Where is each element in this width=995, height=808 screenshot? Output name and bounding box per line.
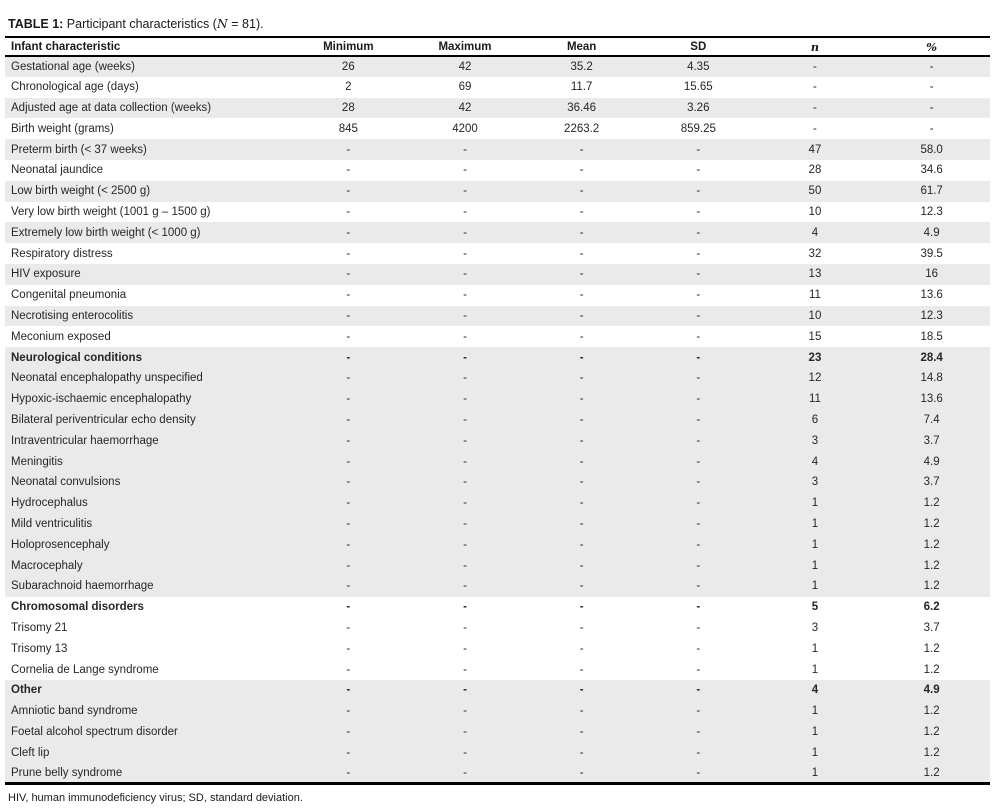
- table-row: [5, 264, 990, 285]
- mean-cell: -: [579, 517, 584, 530]
- minimum-cell: 2: [345, 81, 352, 94]
- sd-cell: -: [696, 226, 701, 239]
- n-cell: 3: [811, 621, 819, 634]
- n-cell: 6: [811, 413, 819, 426]
- mean-cell: -: [579, 705, 584, 718]
- n-cell: 3: [811, 434, 819, 447]
- sd-cell: -: [696, 143, 701, 156]
- percent-cell: 3.7: [923, 434, 940, 447]
- table-row: [5, 77, 990, 98]
- percent-cell: 4.9: [923, 226, 940, 239]
- minimum-cell: -: [346, 143, 351, 156]
- n-cell: 47: [808, 143, 822, 156]
- mean-cell: -: [579, 205, 584, 218]
- percent-cell: -: [929, 122, 934, 135]
- percent-cell: 12.3: [920, 205, 943, 218]
- table-title: [5, 17, 990, 31]
- table-row: [5, 597, 990, 618]
- percent-cell: 3.7: [923, 621, 940, 634]
- sd-cell: -: [696, 517, 701, 530]
- row-label-cell: Neonatal encephalopathy unspecified: [11, 372, 203, 385]
- table-footnote: HIV, human immunodeficiency virus; SD, standard deviation.: [8, 792, 303, 805]
- minimum-cell: -: [346, 517, 351, 530]
- minimum-cell: -: [346, 663, 351, 676]
- mean-cell: 36.46: [567, 101, 597, 114]
- row-label-cell: Adjusted age at data collection (weeks): [11, 101, 212, 114]
- percent-cell: 13.6: [920, 393, 943, 406]
- table-row: [5, 742, 990, 763]
- maximum-cell: -: [463, 289, 467, 302]
- mean-cell: -: [579, 268, 584, 281]
- maximum-cell: -: [463, 164, 467, 177]
- maximum-cell: -: [463, 663, 467, 676]
- sd-cell: -: [696, 205, 701, 218]
- table-row: [5, 534, 990, 555]
- mean-cell: 35.2: [570, 60, 593, 73]
- n-cell: 1: [811, 642, 819, 655]
- table-title-text: Participant characteristics (: [63, 17, 217, 31]
- maximum-cell: -: [463, 247, 467, 260]
- minimum-cell: -: [346, 247, 351, 260]
- n-cell: 3: [811, 476, 819, 489]
- minimum-cell: -: [346, 205, 351, 218]
- n-cell: 11: [808, 289, 821, 302]
- sd-cell: -: [696, 393, 701, 406]
- maximum-cell: 4200: [452, 122, 478, 135]
- minimum-cell: -: [346, 705, 351, 718]
- sd-cell: -: [696, 185, 701, 198]
- minimum-cell: -: [346, 434, 351, 447]
- row-label-cell: Mild ventriculitis: [11, 517, 93, 530]
- percent-cell: 61.7: [920, 185, 943, 198]
- sd-cell: -: [696, 330, 701, 343]
- minimum-cell: -: [346, 601, 351, 614]
- minimum-cell: -: [346, 497, 351, 510]
- sd-cell: -: [696, 746, 701, 759]
- sd-cell: -: [696, 621, 701, 634]
- percent-cell: 39.5: [920, 247, 943, 260]
- table-row: [5, 139, 990, 160]
- sd-cell: -: [696, 247, 701, 260]
- table-row: [5, 451, 990, 472]
- row-label-cell: Amniotic band syndrome: [11, 705, 138, 718]
- table-row: [5, 326, 990, 347]
- n-cell: 10: [808, 205, 822, 218]
- maximum-cell: -: [463, 621, 467, 634]
- minimum-cell: 28: [341, 101, 355, 114]
- n-cell: 1: [811, 538, 819, 551]
- mean-cell: -: [579, 580, 584, 593]
- maximum-cell: -: [463, 309, 467, 322]
- percent-cell: 4.9: [923, 455, 940, 468]
- n-cell: 12: [808, 372, 822, 385]
- sd-cell: -: [696, 559, 701, 572]
- minimum-cell: -: [346, 538, 351, 551]
- mean-cell: -: [579, 601, 584, 614]
- mean-cell: -: [579, 497, 584, 510]
- percent-cell: -: [929, 101, 934, 114]
- table-row: [5, 56, 990, 77]
- row-label-cell: Neonatal jaundice: [11, 164, 104, 177]
- sd-cell: -: [696, 642, 701, 655]
- n-cell: 1: [811, 746, 819, 759]
- mean-cell: -: [579, 143, 584, 156]
- sd-cell: -: [696, 372, 701, 385]
- row-label-cell: Other: [11, 684, 42, 697]
- sd-cell: -: [696, 580, 701, 593]
- n-cell: 1: [811, 580, 819, 593]
- percent-cell: 34.6: [920, 164, 943, 177]
- maximum-cell: 69: [458, 81, 472, 94]
- table-row: [5, 181, 990, 202]
- maximum-cell: -: [463, 580, 467, 593]
- maximum-cell: -: [463, 517, 467, 530]
- table-row: [5, 472, 990, 493]
- table-row: [5, 118, 990, 139]
- n-cell: 28: [808, 164, 822, 177]
- table-row: [5, 202, 990, 223]
- minimum-cell: -: [346, 268, 351, 281]
- n-cell: -: [813, 101, 817, 114]
- mean-cell: -: [579, 766, 584, 779]
- header-row: [5, 37, 990, 56]
- maximum-cell: -: [463, 351, 467, 364]
- row-label-cell: Very low birth weight (1001 g – 1500 g): [11, 205, 211, 218]
- table-row: [5, 389, 990, 410]
- mean-cell: -: [579, 621, 584, 634]
- n-cell: 1: [811, 766, 819, 779]
- n-cell: 13: [808, 268, 822, 281]
- percent-cell: 1.2: [923, 538, 940, 551]
- sd-cell: 3.26: [687, 101, 710, 114]
- row-label-cell: Congenital pneumonia: [11, 289, 127, 302]
- sd-cell: -: [696, 601, 701, 614]
- maximum-cell: -: [463, 226, 467, 239]
- mean-cell: -: [579, 351, 584, 364]
- maximum-cell: -: [463, 372, 467, 385]
- maximum-cell: -: [463, 746, 467, 759]
- row-label-cell: Prune belly syndrome: [11, 766, 123, 779]
- n-cell: -: [813, 122, 817, 135]
- mean-cell: -: [579, 289, 584, 302]
- percent-cell: 1.2: [923, 517, 940, 530]
- maximum-cell: -: [463, 393, 467, 406]
- table-row: [5, 430, 990, 451]
- sd-cell: 15.65: [683, 81, 713, 94]
- row-label-cell: Chronological age (days): [11, 81, 139, 94]
- percent-cell: 1.2: [923, 559, 940, 572]
- row-label-cell: Chromosomal disorders: [11, 601, 144, 614]
- sd-cell: -: [696, 289, 701, 302]
- col-header-minimum: Minimum: [323, 40, 374, 53]
- row-label-cell: Hydrocephalus: [11, 497, 88, 510]
- mean-cell: -: [579, 413, 584, 426]
- percent-cell: 1.2: [923, 580, 940, 593]
- maximum-cell: -: [463, 413, 467, 426]
- n-cell: 32: [808, 247, 822, 260]
- mean-cell: -: [579, 455, 584, 468]
- minimum-cell: -: [346, 413, 351, 426]
- percent-cell: 1.2: [923, 497, 940, 510]
- n-cell: 5: [811, 601, 819, 614]
- row-label-cell: Bilateral periventricular echo density: [11, 413, 196, 426]
- sd-cell: -: [696, 455, 701, 468]
- table-row: [5, 160, 990, 181]
- percent-cell: 6.2: [923, 601, 940, 614]
- minimum-cell: -: [346, 164, 351, 177]
- maximum-cell: -: [463, 705, 467, 718]
- maximum-cell: 42: [458, 101, 472, 114]
- table-row: [5, 680, 990, 701]
- minimum-cell: -: [346, 393, 351, 406]
- n-cell: 1: [811, 663, 819, 676]
- percent-cell: 1.2: [923, 705, 940, 718]
- sd-cell: 4.35: [687, 60, 710, 73]
- table-title-tail: = 81).: [227, 17, 264, 31]
- percent-cell: 18.5: [920, 330, 943, 343]
- minimum-cell: -: [346, 455, 351, 468]
- sd-cell: -: [696, 538, 701, 551]
- mean-cell: -: [579, 330, 584, 343]
- n-cell: 4: [811, 684, 819, 697]
- percent-cell: 12.3: [920, 309, 943, 322]
- maximum-cell: -: [463, 559, 467, 572]
- table-body: [5, 56, 990, 784]
- n-cell: 4: [811, 226, 819, 239]
- maximum-cell: -: [463, 205, 467, 218]
- minimum-cell: -: [346, 642, 351, 655]
- n-cell: 1: [811, 559, 819, 572]
- table-row: [5, 763, 990, 784]
- sd-cell: -: [696, 351, 701, 364]
- table-row: [5, 243, 990, 264]
- percent-cell: 1.2: [923, 746, 940, 759]
- n-cell: 1: [811, 517, 819, 530]
- percent-cell: 28.4: [920, 351, 943, 364]
- table-row: [5, 659, 990, 680]
- row-label-cell: Low birth weight (< 2500 g): [11, 185, 151, 198]
- percent-cell: 1.2: [923, 642, 940, 655]
- percent-cell: -: [929, 60, 934, 73]
- row-label-cell: Intraventricular haemorrhage: [11, 434, 159, 447]
- mean-cell: -: [579, 247, 584, 260]
- row-label-cell: Cleft lip: [11, 746, 50, 759]
- sd-cell: -: [696, 705, 701, 718]
- n-cell: -: [813, 60, 817, 73]
- mean-cell: -: [579, 559, 584, 572]
- maximum-cell: 42: [458, 60, 472, 73]
- mean-cell: -: [579, 725, 584, 738]
- row-label-cell: Trisomy 21: [11, 621, 68, 634]
- row-label-cell: Subarachnoid haemorrhage: [11, 580, 154, 593]
- row-label-cell: Meconium exposed: [11, 330, 111, 343]
- maximum-cell: -: [463, 601, 467, 614]
- percent-cell: 4.9: [923, 684, 940, 697]
- percent-cell: 1.2: [923, 663, 940, 676]
- row-label-cell: Birth weight (grams): [11, 122, 114, 135]
- minimum-cell: 26: [341, 60, 355, 73]
- row-label-cell: Meningitis: [11, 455, 63, 468]
- sd-cell: -: [696, 497, 701, 510]
- mean-cell: -: [579, 309, 584, 322]
- table-row: [5, 722, 990, 743]
- maximum-cell: -: [463, 455, 467, 468]
- n-cell: 1: [811, 497, 819, 510]
- maximum-cell: -: [463, 143, 467, 156]
- minimum-cell: -: [346, 372, 351, 385]
- percent-cell: 7.4: [923, 413, 940, 426]
- col-header-mean: Mean: [566, 40, 597, 53]
- n-cell: 4: [811, 455, 819, 468]
- minimum-cell: -: [346, 746, 351, 759]
- row-label-cell: HIV exposure: [11, 268, 81, 281]
- row-label-cell: Cornelia de Lange syndrome: [11, 663, 159, 676]
- sd-cell: -: [696, 684, 701, 697]
- table-row: [5, 514, 990, 535]
- row-label-cell: Macrocephaly: [11, 559, 83, 572]
- mean-cell: -: [579, 164, 584, 177]
- sd-cell: -: [696, 268, 701, 281]
- mean-cell: -: [579, 538, 584, 551]
- mean-cell: -: [579, 226, 584, 239]
- maximum-cell: -: [463, 497, 467, 510]
- minimum-cell: -: [346, 330, 351, 343]
- mean-cell: -: [579, 663, 584, 676]
- minimum-cell: -: [346, 725, 351, 738]
- minimum-cell: -: [346, 621, 351, 634]
- minimum-cell: -: [346, 684, 351, 697]
- table-row: [5, 555, 990, 576]
- maximum-cell: -: [463, 185, 467, 198]
- sd-cell: -: [696, 413, 701, 426]
- mean-cell: -: [579, 393, 584, 406]
- row-label-cell: Foetal alcohol spectrum disorder: [11, 725, 178, 738]
- row-label-cell: Holoprosencephaly: [11, 538, 110, 551]
- minimum-cell: -: [346, 309, 351, 322]
- minimum-cell: 845: [338, 122, 358, 135]
- table-title-label: TABLE 1:: [8, 17, 64, 31]
- mean-cell: -: [579, 746, 584, 759]
- mean-cell: -: [579, 434, 584, 447]
- mean-cell: -: [579, 476, 584, 489]
- n-cell: 10: [808, 309, 822, 322]
- n-cell: -: [813, 81, 817, 94]
- row-label-cell: Extremely low birth weight (< 1000 g): [11, 226, 201, 239]
- table-row: [5, 618, 990, 639]
- maximum-cell: -: [463, 268, 467, 281]
- row-label-cell: Preterm birth (< 37 weeks): [11, 143, 147, 156]
- table-row: [5, 638, 990, 659]
- table-row: [5, 368, 990, 389]
- percent-cell: 16: [925, 268, 939, 281]
- row-label-cell: Necrotising enterocolitis: [11, 309, 134, 322]
- col-header-infant-characteristic: Infant characteristic: [11, 40, 121, 53]
- n-cell: 1: [811, 705, 819, 718]
- minimum-cell: -: [346, 476, 351, 489]
- table-row: [5, 493, 990, 514]
- maximum-cell: -: [463, 684, 467, 697]
- table-title-n-symbol: N: [216, 16, 228, 31]
- minimum-cell: -: [346, 226, 351, 239]
- mean-cell: -: [579, 684, 584, 697]
- participant-characteristics-table: [5, 36, 990, 785]
- maximum-cell: -: [463, 766, 467, 779]
- mean-cell: -: [579, 372, 584, 385]
- mean-cell: 2263.2: [564, 122, 600, 135]
- maximum-cell: -: [463, 330, 467, 343]
- table-row: [5, 347, 990, 368]
- mean-cell: 11.7: [570, 81, 593, 94]
- minimum-cell: -: [346, 766, 351, 779]
- mean-cell: -: [579, 185, 584, 198]
- table-row: [5, 306, 990, 327]
- maximum-cell: -: [463, 538, 467, 551]
- percent-cell: 1.2: [923, 725, 940, 738]
- percent-cell: 3.7: [923, 476, 940, 489]
- sd-cell: -: [696, 164, 701, 177]
- minimum-cell: -: [346, 289, 351, 302]
- n-cell: 50: [808, 185, 822, 198]
- sd-cell: 859.25: [680, 122, 716, 135]
- row-label-cell: Trisomy 13: [11, 642, 68, 655]
- row-label-cell: Respiratory distress: [11, 247, 113, 260]
- table-row: [5, 701, 990, 722]
- col-header-n: n: [810, 39, 820, 54]
- sd-cell: -: [696, 663, 701, 676]
- row-label-cell: Hypoxic-ischaemic encephalopathy: [11, 393, 192, 406]
- row-label-cell: Neurological conditions: [11, 351, 142, 364]
- row-label-cell: Gestational age (weeks): [11, 60, 136, 73]
- percent-cell: 58.0: [920, 143, 943, 156]
- row-label-cell: Neonatal convulsions: [11, 476, 121, 489]
- sd-cell: -: [696, 766, 701, 779]
- table-row: [5, 576, 990, 597]
- minimum-cell: -: [346, 351, 351, 364]
- col-header-percent: %: [926, 39, 938, 54]
- maximum-cell: -: [463, 476, 467, 489]
- n-cell: 23: [808, 351, 822, 364]
- table-header: [5, 37, 990, 56]
- sd-cell: -: [696, 434, 701, 447]
- maximum-cell: -: [463, 434, 467, 447]
- table-row: [5, 98, 990, 119]
- col-header-sd: SD: [690, 40, 707, 53]
- n-cell: 15: [808, 330, 822, 343]
- sd-cell: -: [696, 725, 701, 738]
- percent-cell: 13.6: [920, 289, 943, 302]
- table-row: [5, 285, 990, 306]
- minimum-cell: -: [346, 580, 351, 593]
- percent-cell: -: [929, 81, 934, 94]
- maximum-cell: -: [463, 725, 467, 738]
- table-row: [5, 410, 990, 431]
- minimum-cell: -: [346, 185, 351, 198]
- mean-cell: -: [579, 642, 584, 655]
- maximum-cell: -: [463, 642, 467, 655]
- minimum-cell: -: [346, 559, 351, 572]
- percent-cell: 1.2: [923, 766, 940, 779]
- n-cell: 1: [811, 725, 819, 738]
- percent-cell: 14.8: [920, 372, 943, 385]
- table-row: [5, 222, 990, 243]
- sd-cell: -: [696, 476, 701, 489]
- n-cell: 11: [808, 393, 821, 406]
- col-header-maximum: Maximum: [438, 40, 492, 53]
- sd-cell: -: [696, 309, 701, 322]
